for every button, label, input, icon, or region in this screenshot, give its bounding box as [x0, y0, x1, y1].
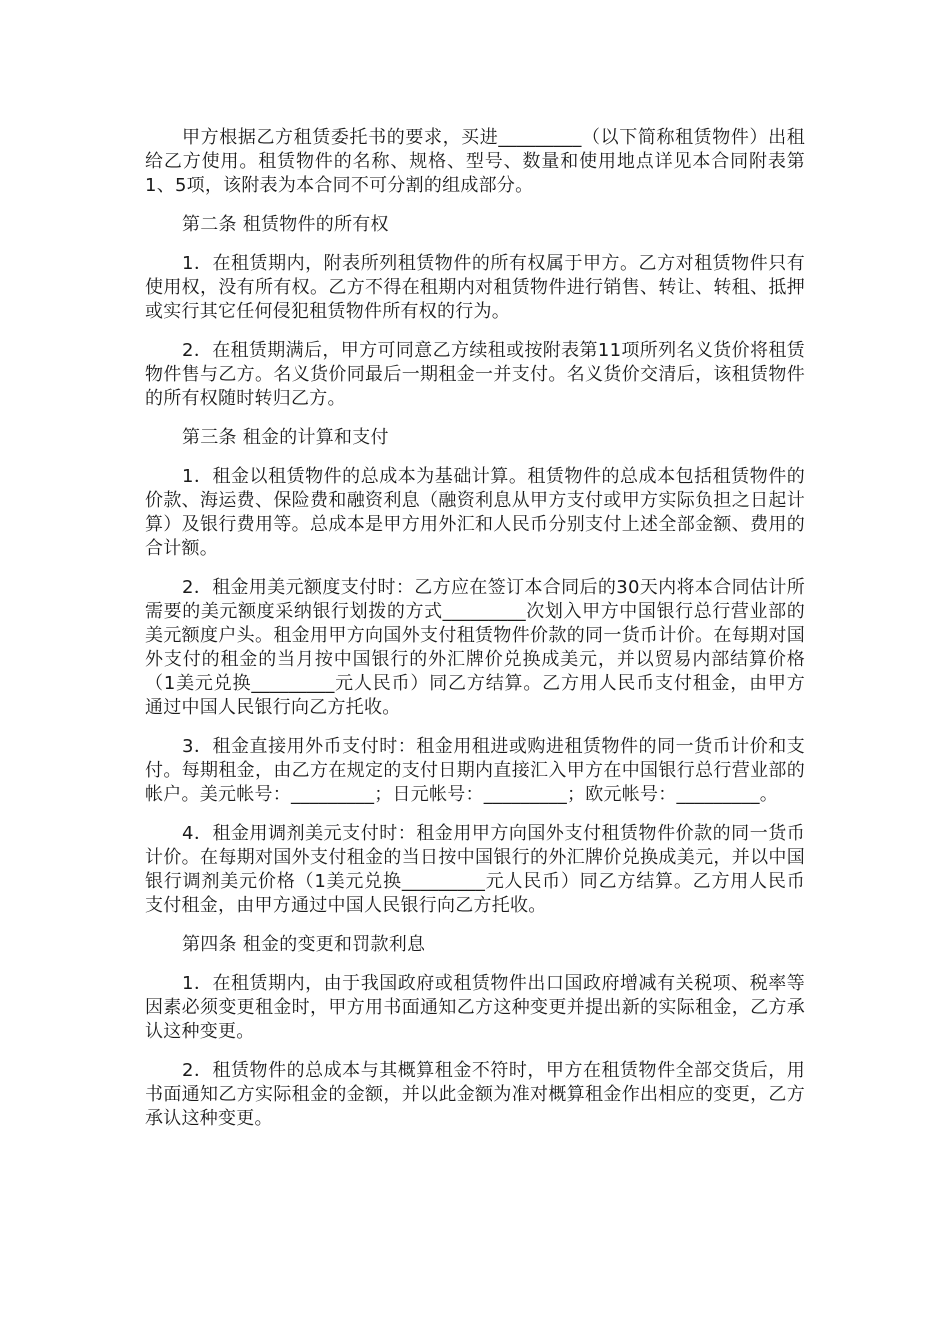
paragraph-article-2-clause-1: 1．在租赁期内，附表所列租赁物件的所有权属于甲方。乙方对租赁物件只有使用权，没有所有权。乙方不得在租期内对租赁物件进行销售、转让、转租、抵押或实行其它任何侵犯租赁物件所有权的行为。 — [145, 253, 805, 322]
paragraph-article-3-clause-4: 4．租金用调剂美元支付时：租金用甲方向国外支付租赁物件价款的同一货币计价。在每期对国外支付租金的当日按中国银行的外汇牌价兑换成美元，并以中国银行调剂美元价格（1美元兑换_________元人民币）同乙方结算。乙方用人民币支付租金，由甲方通过中国人民银行向乙方托收。 — [145, 823, 805, 916]
paragraph-intro: 甲方根据乙方租赁委托书的要求，买进_________（以下简称租赁物件）出租给乙方使用。租赁物件的名称、规格、型号、数量和使用地点详见本合同附表第1、5项，该附表为本合同不可分割的组成部分。 — [145, 127, 805, 196]
section-heading-article-4: 第四条 租金的变更和罚款利息 — [182, 934, 426, 955]
paragraph-article-3-clause-1: 1．租金以租赁物件的总成本为基础计算。租赁物件的总成本包括租赁物件的价款、海运费、保险费和融资利息（融资利息从甲方支付或甲方实际负担之日起计算）及银行费用等。总成本是甲方用外汇和人民币分别支付上述全部金额、费用的合计额。 — [145, 466, 805, 559]
paragraph-article-4-clause-2: 2．租赁物件的总成本与其概算租金不符时，甲方在租赁物件全部交货后，用书面通知乙方实际租金的金额，并以此金额为准对概算租金作出相应的变更，乙方承认这种变更。 — [145, 1060, 805, 1129]
section-heading-article-2: 第二条 租赁物件的所有权 — [182, 214, 389, 235]
section-heading-article-3: 第三条 租金的计算和支付 — [182, 427, 389, 448]
paragraph-article-3-clause-2: 2．租金用美元额度支付时：乙方应在签订本合同后的30天内将本合同估计所需要的美元额度采纳银行划拨的方式_________次划入甲方中国银行总行营业部的美元额度户头。租金用甲方向国外支付租赁物件价款的同一货币计价。在每期对国外支付的租金的当月按中国银行的外汇牌价兑换成美元，并以贸易内部结算价格（1美元兑换_________元人民币）同乙方结算。乙方用人民币支付租金，由甲方通过中国人民银行向乙方托收。 — [145, 577, 805, 718]
paragraph-article-2-clause-2: 2．在租赁期满后，甲方可同意乙方续租或按附表第11项所列名义货价将租赁物件售与乙方。名义货价同最后一期租金一并支付。名义货价交清后，该租赁物件的所有权随时转归乙方。 — [145, 340, 805, 409]
paragraph-article-3-clause-3: 3．租金直接用外币支付时：租金用租进或购进租赁物件的同一货币计价和支付。每期租金，由乙方在规定的支付日期内直接汇入甲方在中国银行总行营业部的帐户。美元帐号：_________；日元帐号：_________；欧元帐号：_________。 — [145, 736, 805, 805]
paragraph-article-4-clause-1: 1．在租赁期内，由于我国政府或租赁物件出口国政府增减有关税项、税率等因素必须变更租金时，甲方用书面通知乙方这种变更并提出新的实际租金，乙方承认这种变更。 — [145, 973, 805, 1042]
